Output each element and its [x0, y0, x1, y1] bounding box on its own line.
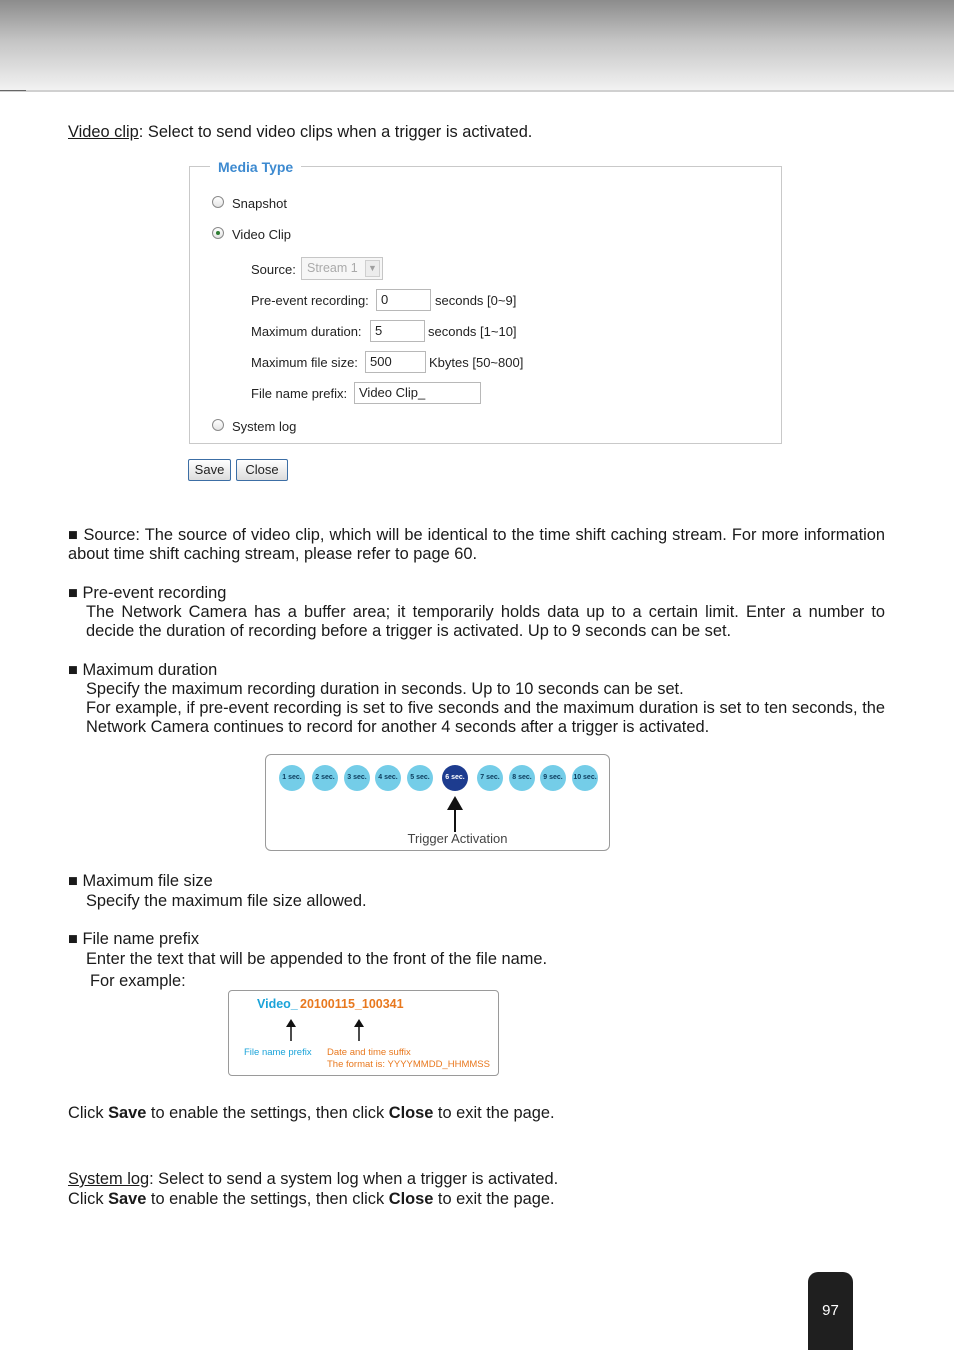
timeline-second-6: 6 sec.: [442, 765, 468, 791]
video-clip-term: Video clip: [68, 123, 139, 141]
prefix-input[interactable]: Video Clip_: [354, 382, 481, 404]
trigger-activation-caption: Trigger Activation: [407, 831, 508, 846]
prefix-arrow-icon: [284, 1019, 298, 1041]
trigger-arrow-icon: [445, 796, 465, 832]
max-duration-body-1: Specify the maximum recording duration in seconds. Up to 10 seconds can be set.: [86, 680, 684, 698]
max-file-size-input[interactable]: 500: [365, 351, 426, 373]
media-type-legend: Media Type: [210, 158, 301, 176]
source-label: Source:: [251, 262, 296, 277]
timeline-second-1: 1 sec.: [279, 765, 305, 791]
snapshot-radio[interactable]: [212, 196, 224, 208]
click-text-c: to exit the page.: [433, 1104, 555, 1122]
save-keyword-2: Save: [108, 1190, 147, 1208]
prefix-label: File name prefix:: [251, 386, 348, 401]
prefix-example-label: For example:: [90, 972, 186, 990]
pre-event-body: The Network Camera has a buffer area; it temporarily holds data up to a certain limit. Enter a number to decide the duration of recording before a trigger is activated. Up to 9 seconds can be set.: [86, 603, 885, 640]
suffix-arrow-icon: [352, 1019, 366, 1041]
click-text-b: to enable the settings, then click: [146, 1104, 389, 1122]
timeline-second-2: 2 sec.: [312, 765, 338, 791]
timeline-second-4: 4 sec.: [375, 765, 401, 791]
timeline-second-9: 9 sec.: [540, 765, 566, 791]
page-number: 97: [822, 1302, 839, 1319]
timeline-second-10: 10 sec.: [572, 765, 598, 791]
timeline-second-3: 3 sec.: [344, 765, 370, 791]
source-description: ■ Source: The source of video clip, which will be identical to the time shift caching stream. For more information about time shift caching stream, please refer to page 60.: [68, 526, 885, 563]
click-text-b-2: to enable the settings, then click: [146, 1190, 389, 1208]
max-size-body: Specify the maximum file size allowed.: [86, 892, 367, 910]
click-text-c-2: to exit the page.: [433, 1190, 555, 1208]
system-log-text: : Select to send a system log when a trigger is activated.: [149, 1170, 559, 1188]
video-clip-radio[interactable]: [212, 227, 224, 239]
system-log-paragraph: [68, 1170, 885, 1189]
close-button[interactable]: Close: [236, 459, 288, 481]
save-button[interactable]: Save: [188, 459, 231, 481]
intro-paragraph: [68, 123, 885, 142]
click-text-a: Click: [68, 1104, 109, 1122]
timeline-second-8: 8 sec.: [509, 765, 535, 791]
prefix-heading: ■ File name prefix: [68, 930, 200, 948]
max-duration-body-2: For example, if pre-event recording is set to five seconds and the maximum duration is set to ten seconds, the Network Camera continues to record for another 4 seconds after a trigger is activated.: [86, 699, 885, 736]
source-select-value: Stream 1: [307, 261, 358, 275]
pre-event-heading: ■ Pre-event recording: [68, 584, 227, 602]
pre-event-input[interactable]: 0: [376, 289, 431, 311]
source-select[interactable]: [301, 257, 383, 280]
timeline-second-7: 7 sec.: [477, 765, 503, 791]
prefix-note: File name prefix: [244, 1047, 312, 1058]
max-size-heading: ■ Maximum file size: [68, 872, 213, 890]
click-save-close-2: [68, 1190, 885, 1209]
max-duration-heading: ■ Maximum duration: [68, 661, 218, 679]
pre-event-label: Pre-event recording:: [251, 293, 369, 308]
max-duration-unit: seconds [1~10]: [428, 324, 517, 339]
snapshot-label: Snapshot: [232, 196, 287, 211]
header-rule: [0, 90, 26, 91]
timeline-second-5: 5 sec.: [407, 765, 433, 791]
system-log-term: System log: [68, 1170, 150, 1188]
suffix-note-2: The format is: YYYYMMDD_HHMMSS: [327, 1059, 490, 1070]
system-log-radio[interactable]: [212, 419, 224, 431]
video-clip-label: Video Clip: [232, 227, 292, 242]
click-text-a-2: Click: [68, 1190, 109, 1208]
max-duration-label: Maximum duration:: [251, 324, 362, 339]
filename-suffix-part: 20100115_100341: [300, 997, 404, 1011]
intro-text: : Select to send video clips when a trigger is activated.: [138, 123, 533, 141]
system-log-label: System log: [232, 419, 297, 434]
close-keyword: Close: [388, 1104, 434, 1122]
suffix-note-1: Date and time suffix: [327, 1047, 411, 1058]
max-file-size-label: Maximum file size:: [251, 355, 358, 370]
pre-event-unit: seconds [0~9]: [435, 293, 517, 308]
close-keyword-2: Close: [388, 1190, 434, 1208]
page-header-band: [0, 0, 954, 92]
click-save-close-1: [68, 1104, 885, 1123]
prefix-body: Enter the text that will be appended to the front of the file name.: [86, 950, 548, 968]
save-keyword: Save: [108, 1104, 147, 1122]
max-duration-input[interactable]: 5: [370, 320, 425, 342]
chevron-down-icon: ▼: [365, 260, 380, 277]
max-file-size-unit: Kbytes [50~800]: [429, 355, 524, 370]
filename-prefix-part: Video_: [257, 997, 298, 1011]
